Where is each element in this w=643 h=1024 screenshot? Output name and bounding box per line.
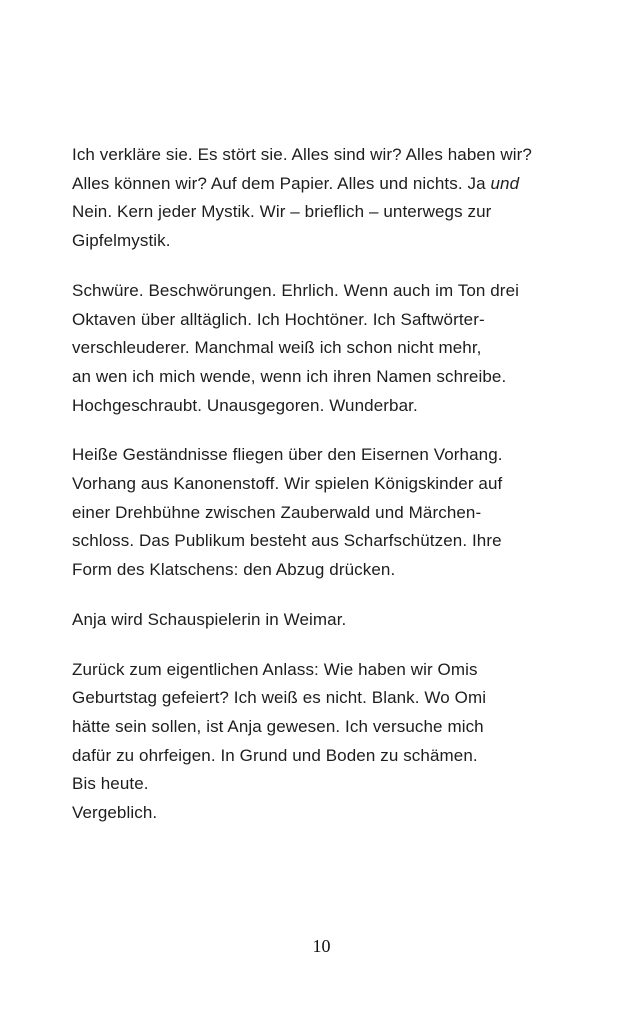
text-line: Heiße Geständnisse fliegen über den Eisernen Vorhang. [72,445,503,465]
text-line: Vergeblich. [72,803,158,823]
text-segment: Alles können wir? Auf dem Papier. Alles und nichts. Ja [72,173,491,193]
paragraph-1 [72,141,587,256]
text-line: Nein. Kern jeder Mystik. Wir – brieflich – unterwegs zur [72,202,492,222]
text-line: Zurück zum eigentlichen Anlass: Wie haben wir Omis [72,659,478,679]
text-line: verschleuderer. Manchmal weiß ich schon nicht mehr, [72,338,482,358]
text-line: Oktaven über alltäglich. Ich Hochtöner. Ich Saftwörter- [72,309,485,329]
text-line: einer Drehbühne zwischen Zauberwald und Märchen- [72,502,482,522]
text-line: Ich verkläre sie. Es stört sie. Alles sind wir? Alles haben wir? [72,145,532,164]
text-line: dafür zu ohrfeigen. In Grund und Boden zu schämen. [72,745,478,765]
paragraph-5 [72,656,587,828]
text-line: Gipfelmystik. [72,231,171,251]
text-line: Geburtstag gefeiert? Ich weiß es nicht. Blank. Wo Omi [72,688,487,708]
text-line: an wen ich mich wende, wenn ich ihren Namen schreibe. [72,366,507,386]
paragraph-2 [72,277,587,421]
text-line: Schwüre. Beschwörungen. Ehrlich. Wenn auch im Ton drei [72,280,520,300]
text-line: Bis heute. [72,774,149,794]
page-number: 10 [312,936,331,956]
paragraph-3 [72,441,587,585]
page-text-block [72,141,587,849]
italic-word: und [490,173,520,193]
text-line: Vorhang aus Kanonenstoff. Wir spielen Königskinder auf [72,474,503,494]
page-footer [0,936,643,957]
text-line: schloss. Das Publikum besteht aus Scharfschützen. Ihre [72,531,502,551]
text-line: Anja wird Schauspielerin in Weimar. [72,609,347,629]
paragraph-4 [72,606,587,635]
text-line: Form des Klatschens: den Abzug drücken. [72,560,396,580]
text-line: Hochgeschraubt. Unausgegoren. Wunderbar. [72,395,418,415]
text-line [72,170,587,199]
text-line: hätte sein sollen, ist Anja gewesen. Ich versuche mich [72,716,484,736]
